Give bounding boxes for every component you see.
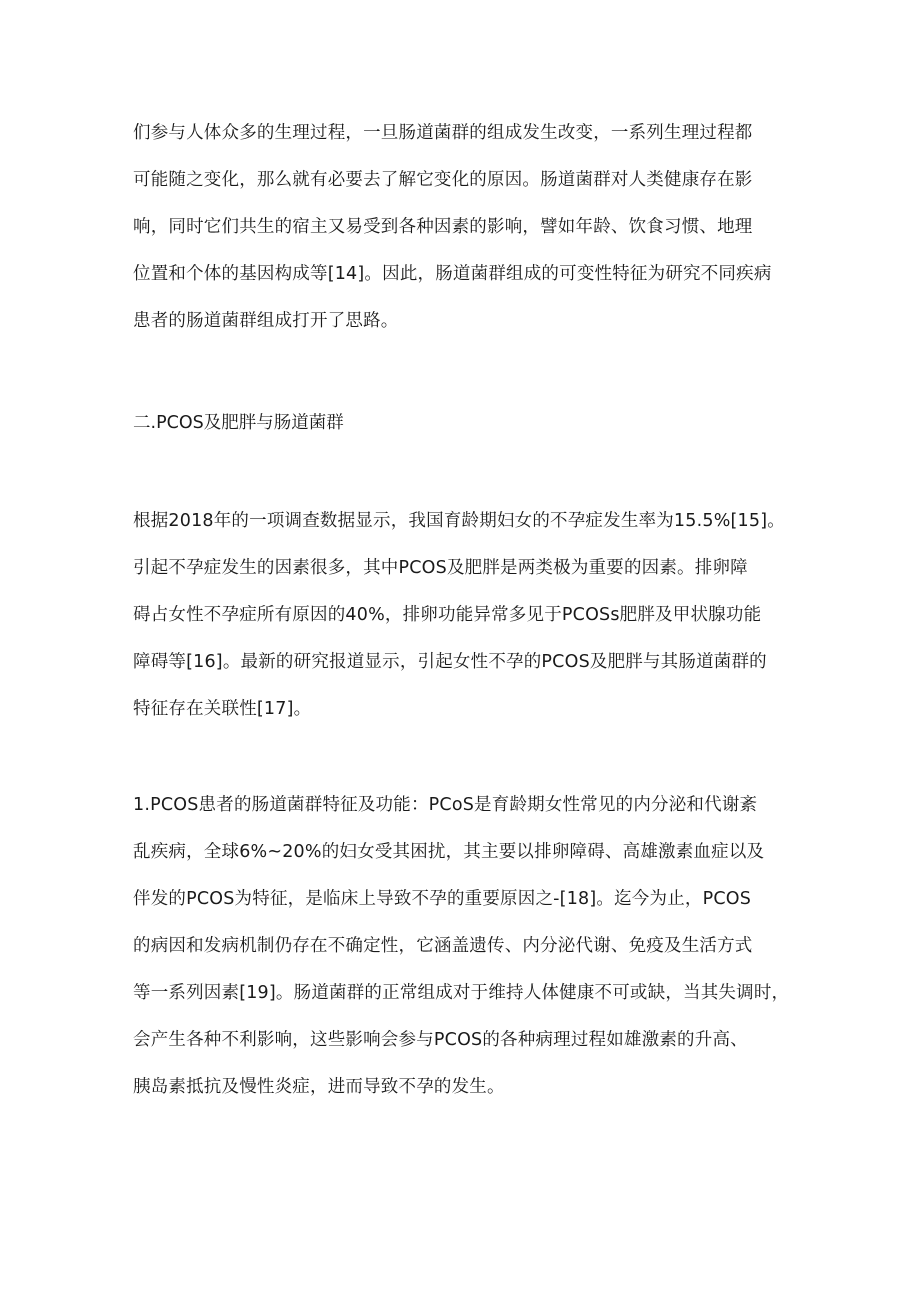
text-line: 根据2018年的一项调查数据显示，我国育龄期妇女的不孕症发生率为15.5%[15]。 [133, 511, 785, 531]
text-line: 碍占女性不孕症所有原因的40%，排卵功能异常多见于PCOSs肥胖及甲状腺功能 [133, 605, 762, 625]
text-line: 等一系列因素[19]。肠道菌群的正常组成对于维持人体健康不可或缺，当其失调时， [133, 983, 790, 1003]
text-line: 伴发的PCOS为特征，是临床上导致不孕的重要原因之-[18]。迄今为止，PCOS [133, 889, 752, 909]
text-line: 引起不孕症发生的因素很多，其中PCOS及肥胖是两类极为重要的因素。排卵障 [133, 558, 748, 578]
section-heading: 二.PCOS及肥胖与肠道菌群 [133, 413, 344, 433]
text-line: 的病因和发病机制仍存在不确定性，它涵盖遗传、内分泌代谢、免疫及生活方式 [133, 936, 753, 956]
text-line: 1.PCOS患者的肠道菌群特征及功能：PCoS是育龄期女性常见的内分泌和代谢紊 [133, 795, 758, 815]
paragraph-gut-microbiota-intro [133, 110, 793, 345]
paragraph-pcos-microbiota [133, 782, 793, 1111]
text-line: 们参与人体众多的生理过程，一旦肠道菌群的组成发生改变，一系列生理过程都 [133, 123, 753, 143]
text-line: 患者的肠道菌群组成打开了思路。 [133, 311, 399, 331]
paragraph-infertility-factors [133, 498, 793, 733]
text-line: 可能随之变化，那么就有必要去了解它变化的原因。肠道菌群对人类健康存在影 [133, 170, 753, 190]
text-line: 会产生各种不利影响，这些影响会参与PCOS的各种病理过程如雄激素的升高、 [133, 1030, 748, 1050]
text-line: 障碍等[16]。最新的研究报道显示，引起女性不孕的PCOS及肥胖与其肠道菌群的 [133, 652, 767, 672]
text-line: 响，同时它们共生的宿主又易受到各种因素的影响，譬如年龄、饮食习惯、地理 [133, 217, 753, 237]
text-line: 特征存在关联性[17]。 [133, 699, 312, 719]
text-line: 胰岛素抵抗及慢性炎症，进而导致不孕的发生。 [133, 1077, 505, 1097]
text-line: 位置和个体的基因构成等[14]。因此，肠道菌群组成的可变性特征为研究不同疾病 [133, 264, 772, 284]
text-line: 乱疾病，全球6%~20%的妇女受其困扰，其主要以排卵障碍、高雄激素血症以及 [133, 842, 765, 862]
